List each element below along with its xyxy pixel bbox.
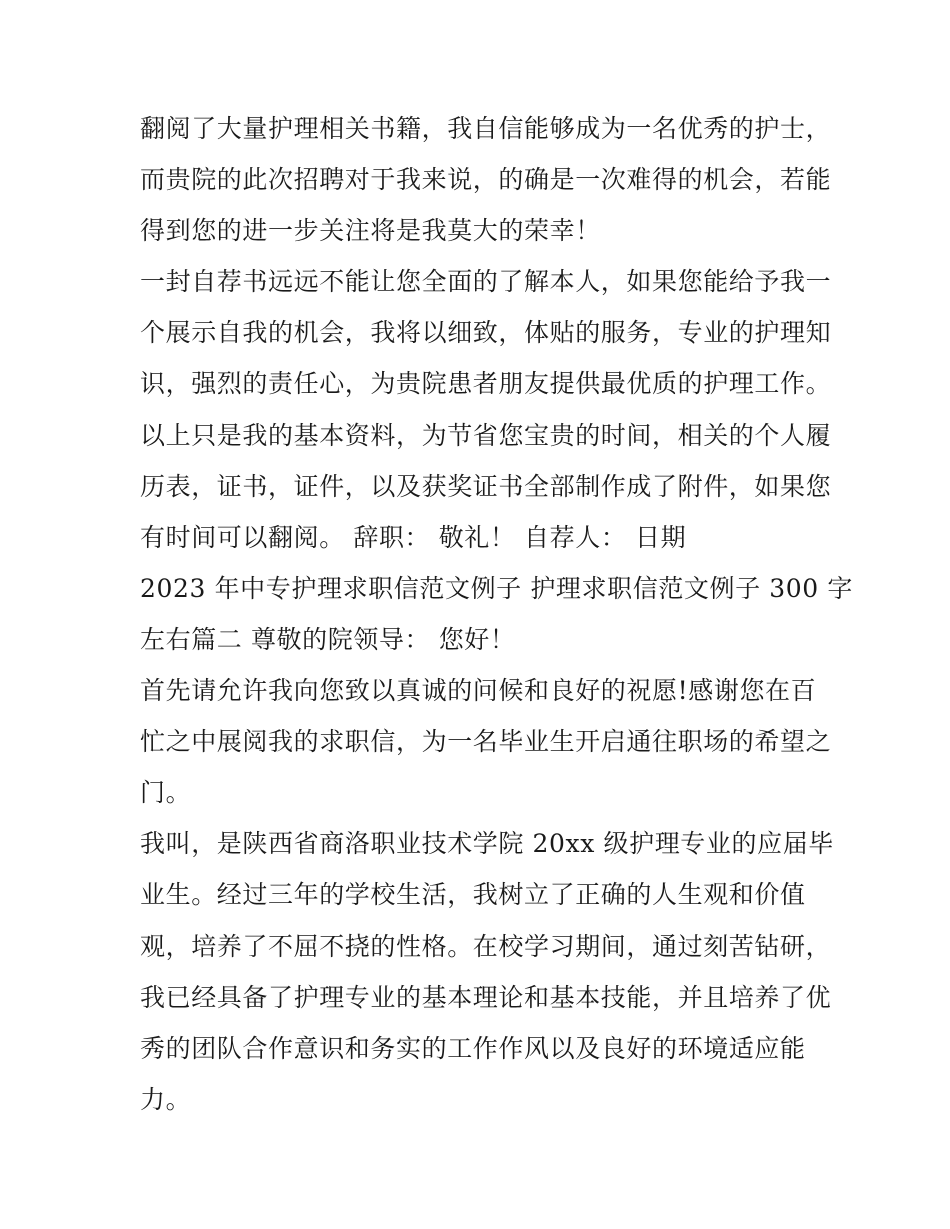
document-body xyxy=(140,103,853,1125)
text-line: 得到您的进一步关注将是我莫大的荣幸！ xyxy=(140,216,601,246)
text-line: 历表，证书，证件，以及获奖证书全部制作成了附件，如果您 xyxy=(140,471,832,501)
text-line: 力。 xyxy=(140,1084,192,1114)
text-line: 业生。经过三年的学校生活，我树立了正确的人生观和价值 xyxy=(140,880,806,910)
text-line: 而贵院的此次招聘对于我来说，的确是一次难得的机会，若能 xyxy=(140,165,832,195)
text-line: 忙之中展阅我的求职信，为一名毕业生开启通往职场的希望之 xyxy=(140,727,832,757)
text-line: 2023 年中专护理求职信范文例子 护理求职信范文例子 300 字 xyxy=(140,573,853,603)
text-line: 以上只是我的基本资料，为节省您宝贵的时间，相关的个人履 xyxy=(140,420,832,450)
text-line: 左右篇二 尊敬的院领导： 您好！ xyxy=(140,624,516,654)
text-line: 翻阅了大量护理相关书籍，我自信能够成为一名优秀的护士， xyxy=(140,114,832,143)
text-line: 我已经具备了护理专业的基本理论和基本技能，并且培养了优 xyxy=(140,982,832,1012)
text-line: 识，强烈的责任心，为贵院患者朋友提供最优质的护理工作。 xyxy=(140,369,832,399)
text-line: 秀的团队合作意识和务实的工作作风以及良好的环境适应能 xyxy=(140,1033,806,1063)
text-line: 个展示自我的机会，我将以细致，体贴的服务，专业的护理知 xyxy=(140,318,832,348)
text-line: 观，培养了不屈不挠的性格。在校学习期间，通过刻苦钻研， xyxy=(140,931,832,961)
text-line: 一封自荐书远远不能让您全面的了解本人，如果您能给予我一 xyxy=(140,267,832,297)
text-line: 有时间可以翻阅。 辞职： 敬礼！ 自荐人： 日期 xyxy=(140,522,687,552)
text-line: 首先请允许我向您致以真诚的问候和良好的祝愿!感谢您在百 xyxy=(140,676,817,706)
text-line: 门。 xyxy=(140,778,192,808)
text-line: 我叫，是陕西省商洛职业技术学院 20xx 级护理专业的应届毕 xyxy=(140,829,834,859)
